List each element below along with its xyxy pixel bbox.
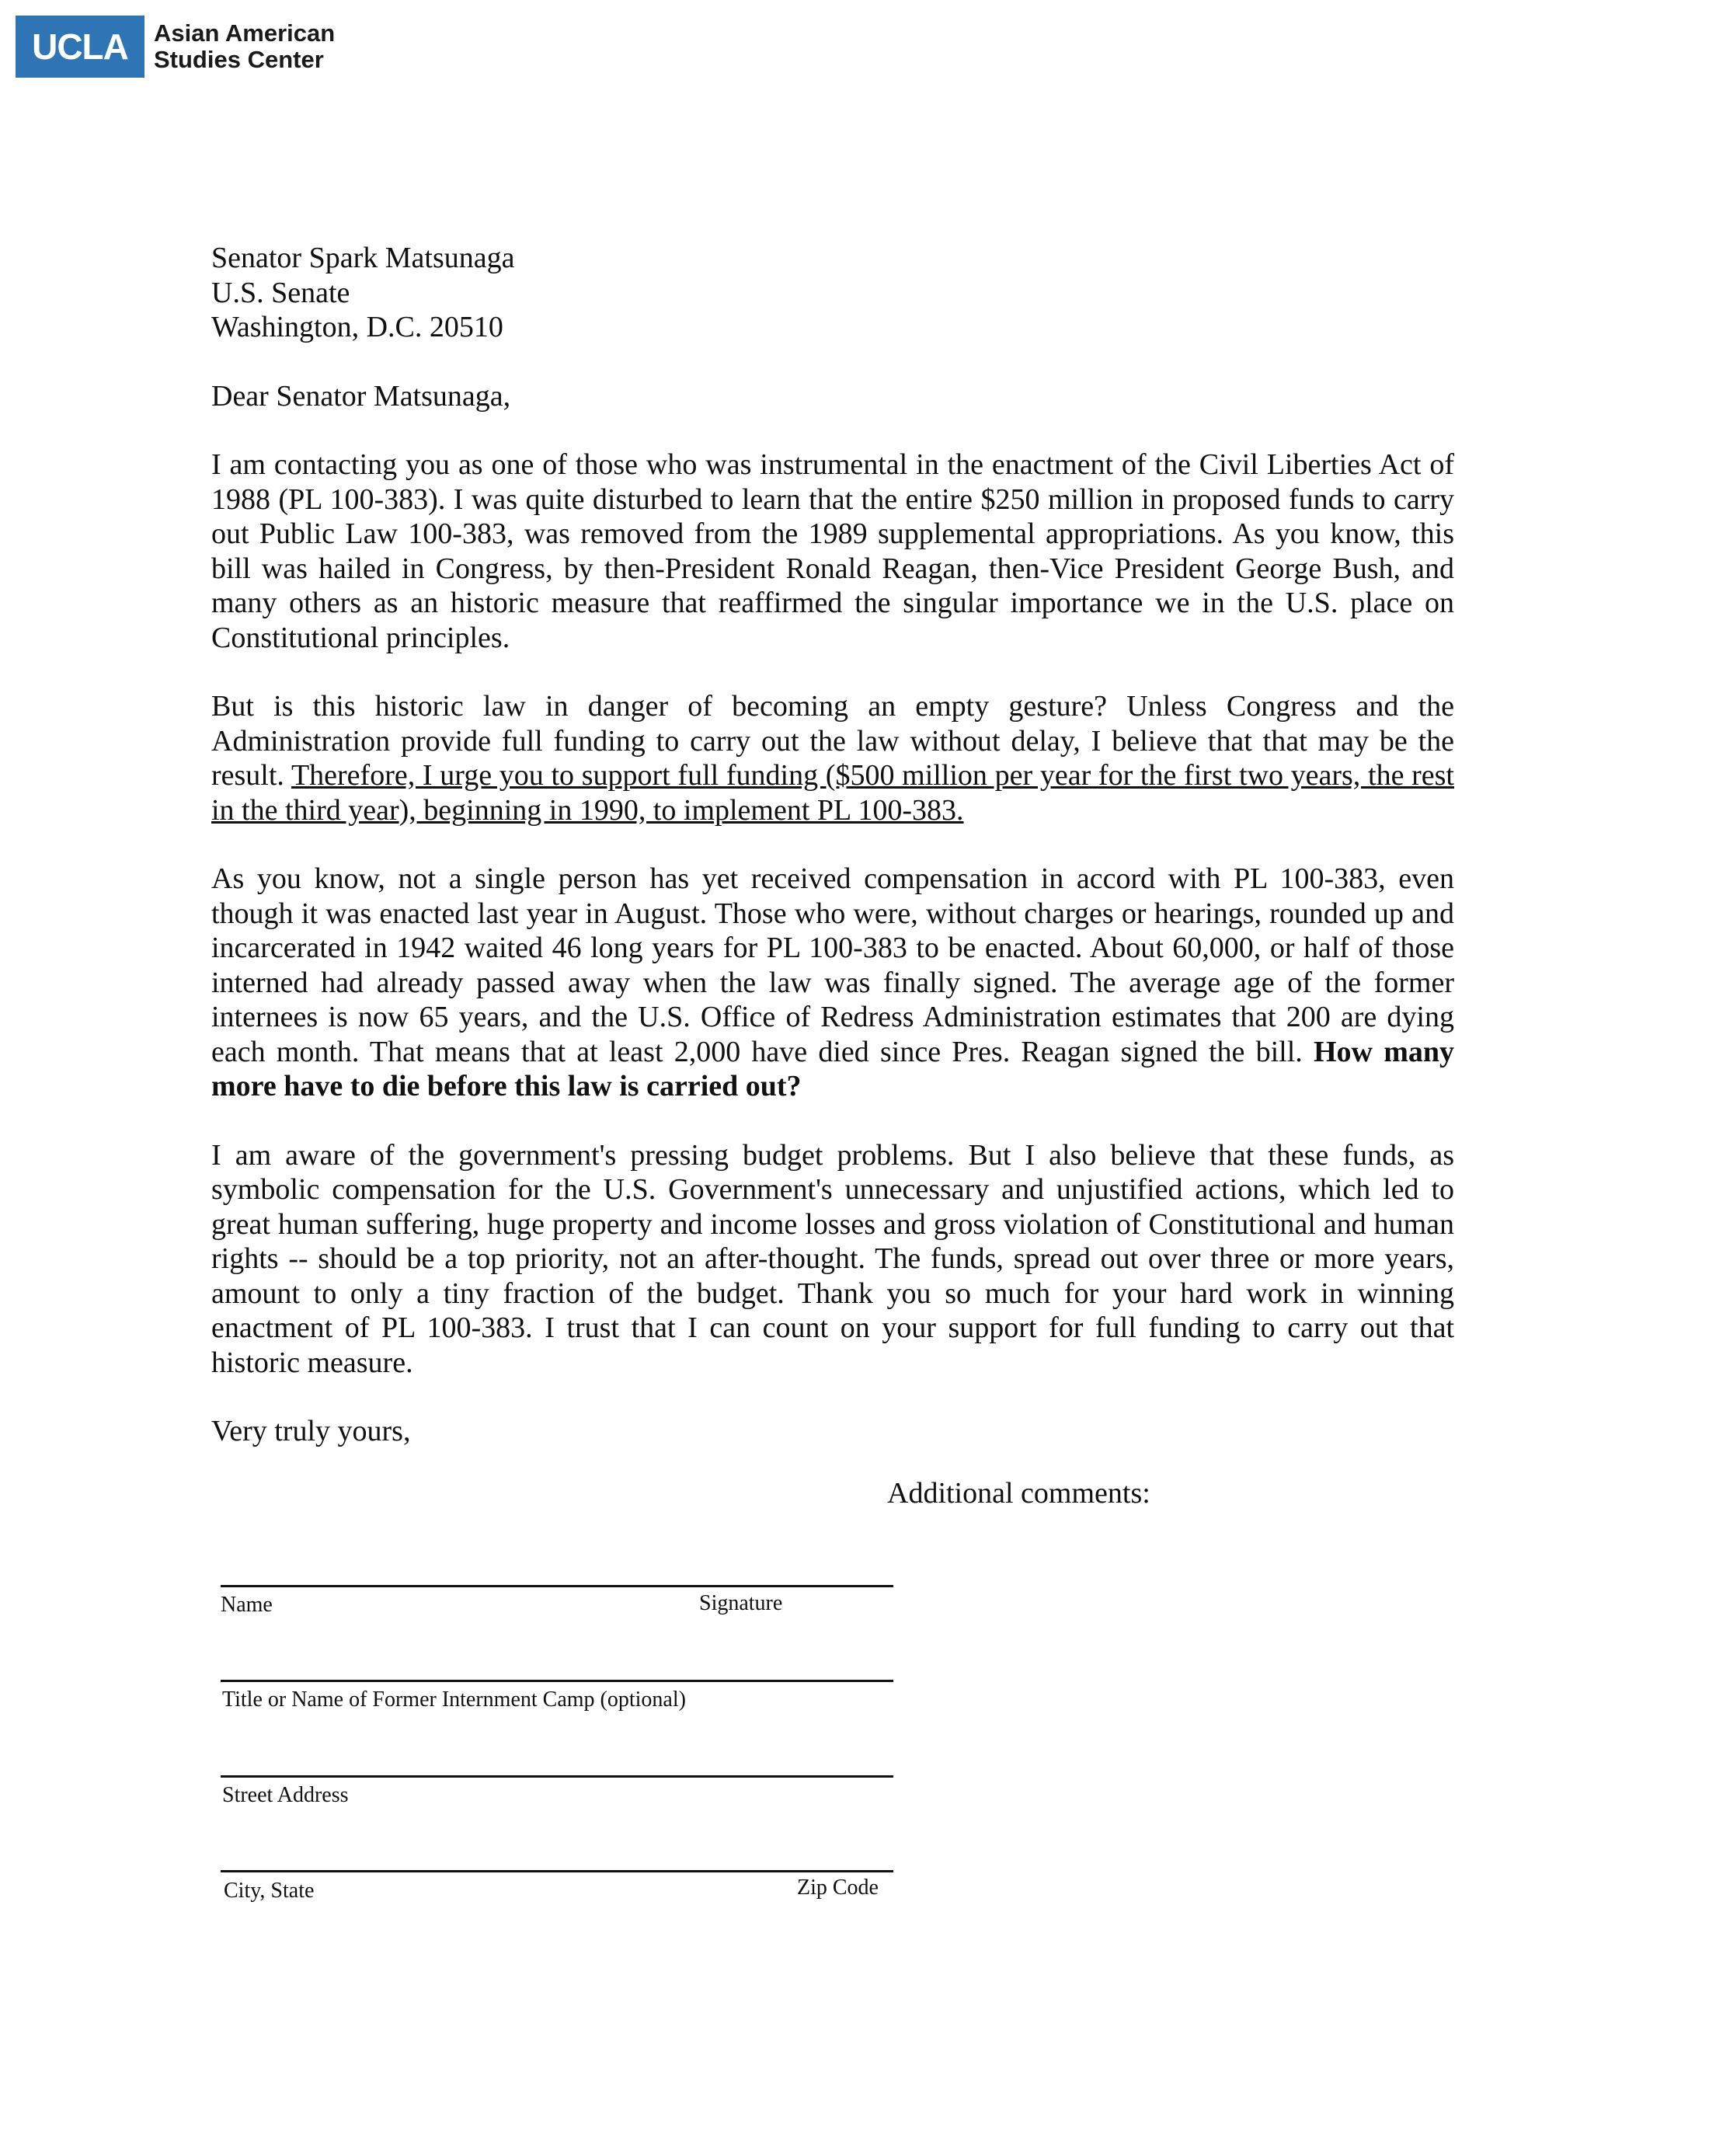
title-camp-line[interactable] <box>221 1680 893 1682</box>
name-signature-line[interactable] <box>221 1585 893 1587</box>
salutation: Dear Senator Matsunaga, <box>211 379 511 413</box>
city-state-zip-line[interactable] <box>221 1870 893 1872</box>
paragraph-4: I am aware of the government's pressing budget problems. But I also believe that these funds, as symbolic compensation for the U.S. Government's unnecessary and unjustified actions, which led to great human suffering, huge property and income losses and gross violation of Constitutional and human rights -- should be a top priority, not an after-thought. The funds, spread out over three or more years, amount to only a tiny fraction of the budget. Thank you so much for your hard work in winning enactment of PL 100-383. I trust that I can count on your support for full funding to carry out that historic measure. <box>211 1138 1454 1379</box>
header-logo <box>16 16 335 78</box>
paragraph-1: I am contacting you as one of those who was instrumental in the enactment of the Civil Liberties Act of 1988 (PL 100-383). I was quite disturbed to learn that the entire $250 million in proposed funds to carry out Public Law 100-383, was removed from the 1989 supplemental appropriations. As you know, this bill was hailed in Congress, by then-President Ronald Reagan, then-Vice President George Bush, and many others as an historic measure that reaffirmed the singular importance we in the U.S. place on Constitutional principles. <box>211 448 1454 654</box>
paragraph-2 <box>211 689 1454 827</box>
additional-comments-label: Additional comments: <box>887 1477 1150 1510</box>
address-line-1: Senator Spark Matsunaga <box>211 242 515 274</box>
center-name-line1: Asian American <box>154 19 336 47</box>
title-camp-label: Title or Name of Former Internment Camp (optional) <box>222 1688 686 1712</box>
address-line-3: Washington, D.C. 20510 <box>211 311 503 343</box>
center-name <box>154 20 335 73</box>
city-state-label: City, State <box>224 1879 315 1903</box>
paragraph-3-bold-question: How many more have to die before this law is carried out? <box>211 1035 1454 1102</box>
street-address-line[interactable] <box>221 1775 893 1778</box>
zip-code-label: Zip Code <box>797 1876 879 1900</box>
paragraph-2-underlined-request: Therefore, I urge you to support full funding ($500 million per year for the first two years, the rest in the third year), beginning in 1990, to implement PL 100-383. <box>211 759 1454 827</box>
ucla-logo: UCLA <box>16 16 144 78</box>
closing: Very truly yours, <box>211 1415 411 1447</box>
address-line-2: U.S. Senate <box>211 276 350 309</box>
letter-body <box>211 241 1454 1449</box>
recipient-address <box>211 241 1454 345</box>
paragraph-2-text: But is this historic law in danger of becoming an empty gesture? Unless Congress and the Administration provide full funding to carry out the law without delay, I believe that that may be the result. <box>211 690 1454 792</box>
center-name-line2: Studies Center <box>154 46 324 73</box>
name-label: Name <box>221 1593 273 1617</box>
street-address-label: Street Address <box>222 1783 349 1807</box>
signature-label: Signature <box>699 1591 783 1615</box>
paragraph-3 <box>211 862 1454 1104</box>
paragraph-3-text: As you know, not a single person has yet received compensation in accord with PL 100-383, even though it was enacted last year in August. Those who were, without charges or hearings, rounded up and incarcerated in 1942 waited 46 long years for PL 100-383 to be enacted. About 60,000, or half of those interned had already passed away when the law was finally signed. The average age of the former internees is now 65 years, and the U.S. Office of Redress Administration estimates that 200 are dying each month. That means that at least 2,000 have died since Pres. Reagan signed the bill. <box>211 862 1454 1068</box>
